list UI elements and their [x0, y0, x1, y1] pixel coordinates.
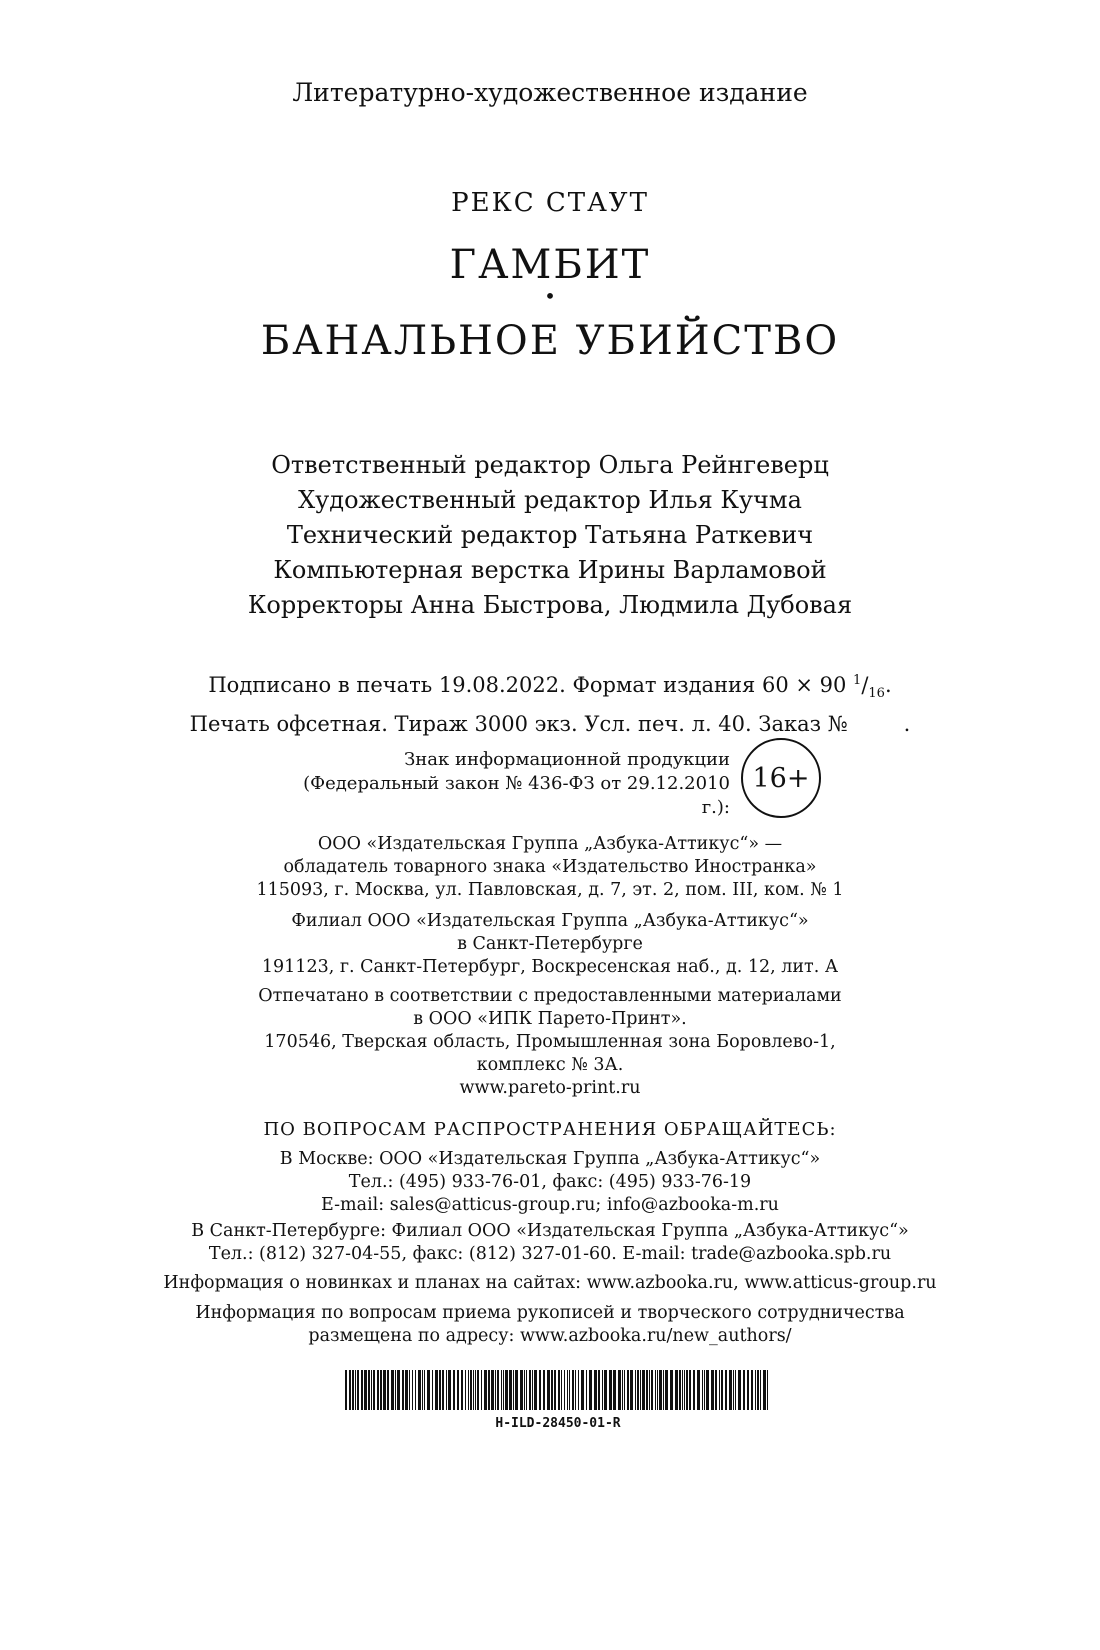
barcode-bar [547, 1370, 550, 1410]
barcode-bar [539, 1370, 541, 1410]
title-part-1: ГАМБИТ [449, 242, 651, 288]
credits-list [0, 448, 1100, 623]
barcode-bar [755, 1370, 756, 1410]
spb-line: В Санкт-Петербурге: Филиал ООО «Издательская Группа „Азбука-Аттикус“» [191, 1221, 909, 1241]
credit-line: Ответственный редактор Ольга Рейнгеверц [271, 451, 829, 479]
print-format-text: Подписано в печать 19.08.2022. Формат издания 60 × 90 [208, 673, 847, 697]
barcode-bar [448, 1370, 451, 1410]
barcode-bar [481, 1370, 482, 1410]
barcode-bar [609, 1370, 612, 1410]
barcode-bar [368, 1370, 370, 1410]
barcode-bar [735, 1370, 736, 1410]
barcode-bar [651, 1370, 653, 1410]
barcode-bar [675, 1370, 678, 1410]
printer-line: 170546, Тверская область, Промышленная зона Боровлево-1, [264, 1032, 836, 1052]
moscow-line: E-mail: sales@atticus-group.ru; info@azbooka-m.ru [321, 1195, 779, 1215]
barcode-bar [543, 1370, 545, 1410]
barcode-bar [497, 1370, 499, 1410]
barcode-bar [613, 1370, 616, 1410]
barcode-bar [767, 1370, 768, 1410]
barcode-bar [558, 1370, 560, 1410]
barcode-bar [526, 1370, 527, 1410]
barcode-bar [475, 1370, 476, 1410]
barcode-bar [345, 1370, 347, 1410]
barcode-bar [435, 1370, 438, 1410]
barcode-bar [657, 1370, 658, 1410]
barcode-bar [355, 1370, 356, 1410]
print-line-2-end: . [903, 712, 911, 737]
branch-block [0, 910, 1100, 979]
age-rating-label-line-1: Знак информационной продукции [404, 749, 730, 770]
barcode-bar [589, 1370, 592, 1410]
barcode-bar [665, 1370, 668, 1410]
barcode-bar [646, 1370, 648, 1410]
barcode-bar [380, 1370, 382, 1410]
barcode-bar [763, 1370, 766, 1410]
barcode-bar [402, 1370, 404, 1410]
credit-line: Художественный редактор Илья Кучма [298, 486, 802, 514]
publisher-line: 115093, г. Москва, ул. Павловская, д. 7, эт. 2, пом. III, ком. № 1 [256, 880, 844, 900]
barcode [343, 1370, 773, 1410]
barcode-bar [640, 1370, 641, 1410]
barcode-bar [501, 1370, 502, 1410]
branch-line: в Санкт-Петербурге [457, 934, 643, 954]
barcode-bar [491, 1370, 494, 1410]
barcode-bar [397, 1370, 400, 1410]
barcode-bar [418, 1370, 421, 1410]
barcode-bar [515, 1370, 518, 1410]
barcode-bar [424, 1370, 425, 1410]
barcode-bar [637, 1370, 639, 1410]
barcode-bar [711, 1370, 714, 1410]
barcode-bar [503, 1370, 504, 1410]
printer-website: www.pareto-print.ru [459, 1078, 641, 1098]
publisher-line: обладатель товарного знака «Издательство Иностранка» [283, 857, 817, 877]
barcode-bar [738, 1370, 741, 1410]
barcode-bar [679, 1370, 681, 1410]
barcode-bar [405, 1370, 408, 1410]
barcode-bar [682, 1370, 683, 1410]
barcode-bar [415, 1370, 416, 1410]
barcode-bar [569, 1370, 570, 1410]
barcode-bar [453, 1370, 455, 1410]
print-info [0, 665, 1100, 740]
barcode-bar [693, 1370, 695, 1410]
barcode-bar [733, 1370, 734, 1410]
barcode-bar [524, 1370, 525, 1410]
barcode-bar [604, 1370, 607, 1410]
distribution-heading: ПО ВОПРОСАМ РАСПРОСТРАНЕНИЯ ОБРАЩАЙТЕСЬ: [263, 1119, 837, 1140]
barcode-bar [387, 1370, 389, 1410]
barcode-bar [473, 1370, 474, 1410]
barcode-bar [477, 1370, 479, 1410]
genre-label: Литературно-художественное издание [292, 78, 808, 107]
format-fraction-numerator: 1 [853, 673, 862, 688]
barcode-bar [627, 1370, 629, 1410]
barcode-bar [743, 1370, 745, 1410]
barcode-bar [686, 1370, 688, 1410]
printer-line: Отпечатано в соответствии с предоставленными материалами [258, 986, 842, 1006]
barcode-bar [373, 1370, 375, 1410]
barcode-bar [439, 1370, 441, 1410]
print-line-1-end: . [884, 673, 892, 697]
barcode-bar [715, 1370, 717, 1410]
news-info: Информация о новинках и планах на сайтах: www.azbooka.ru, www.atticus-group.ru [163, 1273, 937, 1293]
spb-contacts [0, 1220, 1100, 1266]
barcode-bar [655, 1370, 656, 1410]
print-info-line-1: Подписано в печать 19.08.2022. Формат издания 60 × 90 $^1/_{16}$. [208, 673, 892, 702]
title-separator: • [544, 284, 556, 308]
barcode-bar [586, 1370, 587, 1410]
print-run-text: Печать офсетная. Тираж 3000 экз. Усл. печ. л. 40. Заказ № [189, 712, 848, 737]
title-part-2: БАНАЛЬНОЕ УБИЙСТВО [260, 318, 840, 364]
barcode-bar [598, 1370, 600, 1410]
barcode-bar [432, 1370, 433, 1410]
barcode-bar [624, 1370, 625, 1410]
branch-line: Филиал ООО «Издательская Группа „Азбука-Аттикус“» [291, 911, 809, 931]
barcode-bar [470, 1370, 472, 1410]
manuscripts-line: размещена по адресу: www.azbooka.ru/new_authors/ [308, 1326, 792, 1346]
barcode-bar [383, 1370, 386, 1410]
barcode-bar [465, 1370, 466, 1410]
manuscripts-line: Информация по вопросам приема рукописей и творческого сотрудничества [195, 1303, 905, 1323]
printer-line: в ООО «ИПК Парето-Принт». [413, 1009, 687, 1029]
barcode-bar [551, 1370, 553, 1410]
barcode-bar [495, 1370, 496, 1410]
credit-line: Технический редактор Татьяна Раткевич [286, 521, 814, 549]
barcode-bar [484, 1370, 487, 1410]
barcode-bar [534, 1370, 537, 1410]
barcode-bar [702, 1370, 703, 1410]
branch-line: 191123, г. Санкт-Петербург, Воскресенская наб., д. 12, лит. А [261, 957, 839, 977]
barcode-bar [659, 1370, 662, 1410]
barcode-bar [663, 1370, 664, 1410]
barcode-bar [505, 1370, 508, 1410]
barcode-bar [618, 1370, 621, 1410]
barcode-code: H-ILD-28450-01-R [495, 1416, 621, 1431]
barcode-bar [567, 1370, 568, 1410]
barcode-bar [564, 1370, 565, 1410]
barcode-bar [622, 1370, 623, 1410]
barcode-bar [442, 1370, 444, 1410]
barcode-bar [751, 1370, 753, 1410]
credit-line: Компьютерная верстка Ирины Варламовой [273, 556, 827, 584]
barcode-bar [349, 1370, 351, 1410]
barcode-bar [721, 1370, 723, 1410]
barcode-bar [532, 1370, 533, 1410]
barcode-bar [704, 1370, 705, 1410]
barcode-bar [747, 1370, 749, 1410]
barcode-bar [468, 1370, 469, 1410]
barcode-bar [602, 1370, 603, 1410]
barcode-bar [706, 1370, 709, 1410]
credit-line: Корректоры Анна Быстрова, Людмила Дубовая [247, 591, 853, 619]
barcode-bar [457, 1370, 459, 1410]
barcode-bar [581, 1370, 584, 1410]
barcode-bar [361, 1370, 363, 1410]
barcode-bar [729, 1370, 732, 1410]
publisher-line: ООО «Издательская Группа „Азбука-Аттикус“» — [317, 834, 783, 854]
author-name: РЕКС СТАУТ [451, 188, 649, 218]
barcode-bar [635, 1370, 636, 1410]
barcode-bar [649, 1370, 650, 1410]
moscow-line: В Москве: ООО «Издательская Группа „Азбука-Аттикус“» [279, 1149, 821, 1169]
barcode-bar [561, 1370, 562, 1410]
moscow-contacts [0, 1148, 1100, 1217]
printer-block [0, 985, 1100, 1100]
publisher-block [0, 833, 1100, 902]
barcode-bar [395, 1370, 396, 1410]
barcode-bar [554, 1370, 556, 1410]
barcode-bar [446, 1370, 447, 1410]
barcode-bar [689, 1370, 691, 1410]
barcode-bar [529, 1370, 531, 1410]
barcode-bar [719, 1370, 720, 1410]
age-rating-badge: 16+ [741, 738, 821, 818]
barcode-bar [697, 1370, 700, 1410]
print-info-line-2 [0, 709, 1100, 740]
barcode-bar [513, 1370, 514, 1410]
barcode-bar [412, 1370, 413, 1410]
barcode-bar [575, 1370, 576, 1410]
barcode-bar [509, 1370, 512, 1410]
format-fraction-denominator: 16 [868, 686, 885, 702]
barcode-bar [578, 1370, 579, 1410]
barcode-bar [377, 1370, 379, 1410]
moscow-line: Тел.: (495) 933-76-01, факс: (495) 933-76-19 [348, 1172, 752, 1192]
barcode-bar [630, 1370, 633, 1410]
barcode-bar [572, 1370, 574, 1410]
barcode-bar [357, 1370, 359, 1410]
manuscripts-info [0, 1302, 1100, 1348]
barcode-bar [409, 1370, 410, 1410]
barcode-bar [461, 1370, 463, 1410]
spb-line: Тел.: (812) 327-04-55, факс: (812) 327-01-60. E-mail: trade@azbooka.spb.ru [208, 1244, 892, 1264]
barcode-bar [757, 1370, 759, 1410]
barcode-bar [520, 1370, 523, 1410]
barcode-bar [352, 1370, 354, 1410]
barcode-bar [391, 1370, 394, 1410]
barcode-bar [427, 1370, 430, 1410]
barcode-bar [371, 1370, 372, 1410]
barcode-bar [422, 1370, 423, 1410]
barcode-bar [594, 1370, 597, 1410]
barcode-bar [684, 1370, 685, 1410]
printer-line: комплекс № 3А. [476, 1055, 624, 1075]
barcode-bar [760, 1370, 761, 1410]
barcode-bar [364, 1370, 367, 1410]
barcode-bar [670, 1370, 673, 1410]
barcode-bar [725, 1370, 727, 1410]
age-rating-label-line-2: (Федеральный закон № 436-ФЗ от 29.12.2010 г.): [303, 773, 730, 818]
age-rating-label [280, 748, 730, 820]
barcode-bar [642, 1370, 645, 1410]
barcode-bar [488, 1370, 490, 1410]
